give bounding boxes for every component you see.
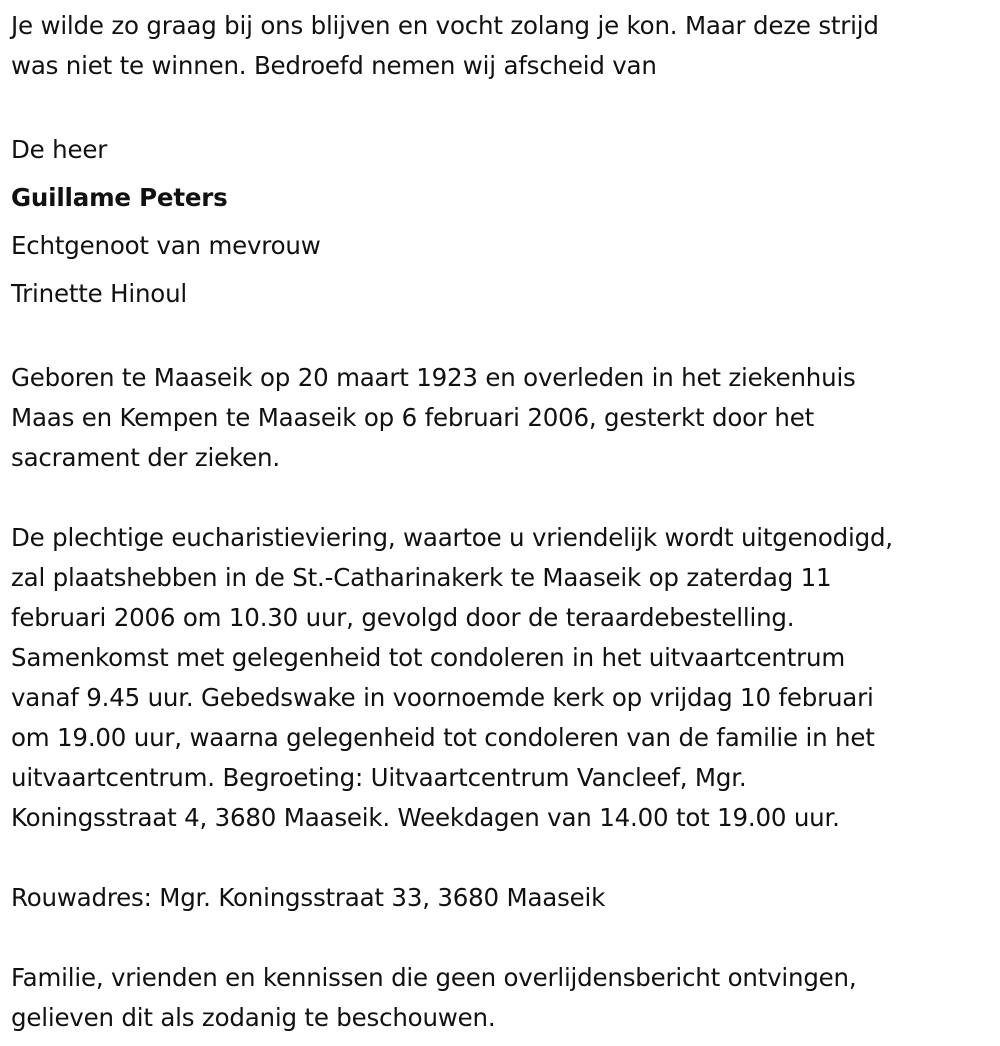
spouse-line: Echtgenoot van mevrouw xyxy=(11,231,321,260)
paragraph-gap xyxy=(11,838,996,878)
birth-death-paragraph xyxy=(11,358,996,478)
ceremony-line: De plechtige eucharistieviering, waartoe u vriendelijk wordt uitgenodigd, xyxy=(11,523,893,552)
birth-death-line: Maas en Kempen te Maaseik op 6 februari 2006, gesterkt door het xyxy=(11,403,814,432)
birth-death-line: Geboren te Maaseik op 20 maart 1923 en overleden in het ziekenhuis xyxy=(11,363,856,392)
paragraph-gap xyxy=(11,918,996,958)
intro-line: Je wilde zo graag bij ons blijven en vocht zolang je kon. Maar deze strijd xyxy=(11,11,879,40)
paragraph-gap xyxy=(11,318,996,358)
ceremony-line: zal plaatshebben in de St.-Catharinakerk te Maaseik op zaterdag 11 xyxy=(11,563,832,592)
mourning-address xyxy=(11,878,996,918)
deceased-name: Guillame Peters xyxy=(11,183,228,212)
ceremony-line: Koningsstraat 4, 3680 Maaseik. Weekdagen van 14.00 tot 19.00 uur. xyxy=(11,803,840,832)
ceremony-paragraph xyxy=(11,518,996,838)
paragraph-gap xyxy=(11,478,996,518)
salutation: De heer xyxy=(11,135,108,164)
paragraph-gap xyxy=(11,86,996,126)
ceremony-line: vanaf 9.45 uur. Gebedswake in voornoemde kerk op vrijdag 10 februari xyxy=(11,683,874,712)
mourning-address-line: Rouwadres: Mgr. Koningsstraat 33, 3680 Maaseik xyxy=(11,883,606,912)
intro-line: was niet te winnen. Bedroefd nemen wij afscheid van xyxy=(11,51,657,80)
closing-line: gelieven dit als zodanig te beschouwen. xyxy=(11,1003,496,1032)
ceremony-line: om 19.00 uur, waarna gelegenheid tot condoleren van de familie in het xyxy=(11,723,875,752)
birth-death-line: sacrament der zieken. xyxy=(11,443,280,472)
obituary-notice xyxy=(11,6,996,1038)
closing-line: Familie, vrienden en kennissen die geen overlijdensbericht ontvingen, xyxy=(11,963,857,992)
ceremony-line: Samenkomst met gelegenheid tot condoleren in het uitvaartcentrum xyxy=(11,643,846,672)
spouse-name: Trinette Hinoul xyxy=(11,279,188,308)
intro-paragraph xyxy=(11,6,996,86)
ceremony-line: februari 2006 om 10.30 uur, gevolgd door de teraardebestelling. xyxy=(11,603,795,632)
closing-paragraph xyxy=(11,958,996,1038)
ceremony-line: uitvaartcentrum. Begroeting: Uitvaartcentrum Vancleef, Mgr. xyxy=(11,763,747,792)
